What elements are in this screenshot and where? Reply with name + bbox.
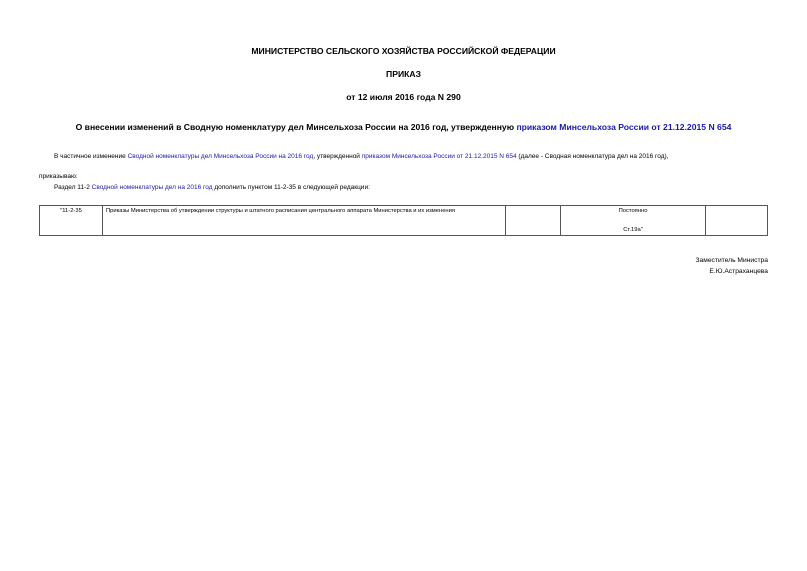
signature-position: Заместитель Министра [695,257,768,264]
section-prefix: Раздел 11-2 [54,184,92,191]
document-type: ПРИКАЗ [386,69,421,79]
signature-name: Е.Ю.Астраханцева [709,268,768,275]
section-nomenclature-link[interactable]: Сводной номенклатуры дел на 2016 год [91,184,213,191]
document-title-text: О внесении изменений в Сводную номенклатуру дел Минсельхоза России на 2016 год, утвержденную [75,122,517,132]
item-code-cell: "11-2-35 [40,206,103,236]
ministry-heading: МИНИСТЕРСТВО СЕЛЬСКОГО ХОЗЯЙСТВА РОССИЙСКОЙ ФЕДЕРАЦИИ [251,46,556,56]
intro-prefix: В частичное изменение [54,153,128,160]
item-term: Постоянно [618,208,648,214]
nomenclature-table [39,205,768,236]
intro-middle: , утвержденной [313,153,362,160]
document-title [0,122,807,132]
title-order-link[interactable]: приказом Минсельхоза России от 21.12.2015 N 654 [516,122,732,132]
intro-suffix: (далее - Сводная номенклатура дел на 2016 год), [516,153,669,160]
item-count-cell [506,206,561,236]
item-title-cell: Приказы Министерства об утверждении структуры и штатного расписания центрального аппарата Министерства и их изменения [103,206,506,236]
intro-paragraph [54,153,669,160]
section-paragraph [54,184,370,191]
item-term-cell [561,206,706,236]
section-suffix: дополнить пунктом 11-2-35 в следующей редакции: [212,184,370,191]
order-word: приказываю: [39,173,78,180]
item-article: Ст.19а" [623,227,643,233]
order-654-link[interactable]: приказом Минсельхоза России от 21.12.2015 N 654 [361,153,517,160]
nomenclature-link[interactable]: Сводной номенклатуры дел Минсельхоза России на 2016 год [127,153,314,160]
item-note-cell [706,206,768,236]
table-row [40,206,768,236]
document-date-number: от 12 июля 2016 года N 290 [346,92,461,102]
